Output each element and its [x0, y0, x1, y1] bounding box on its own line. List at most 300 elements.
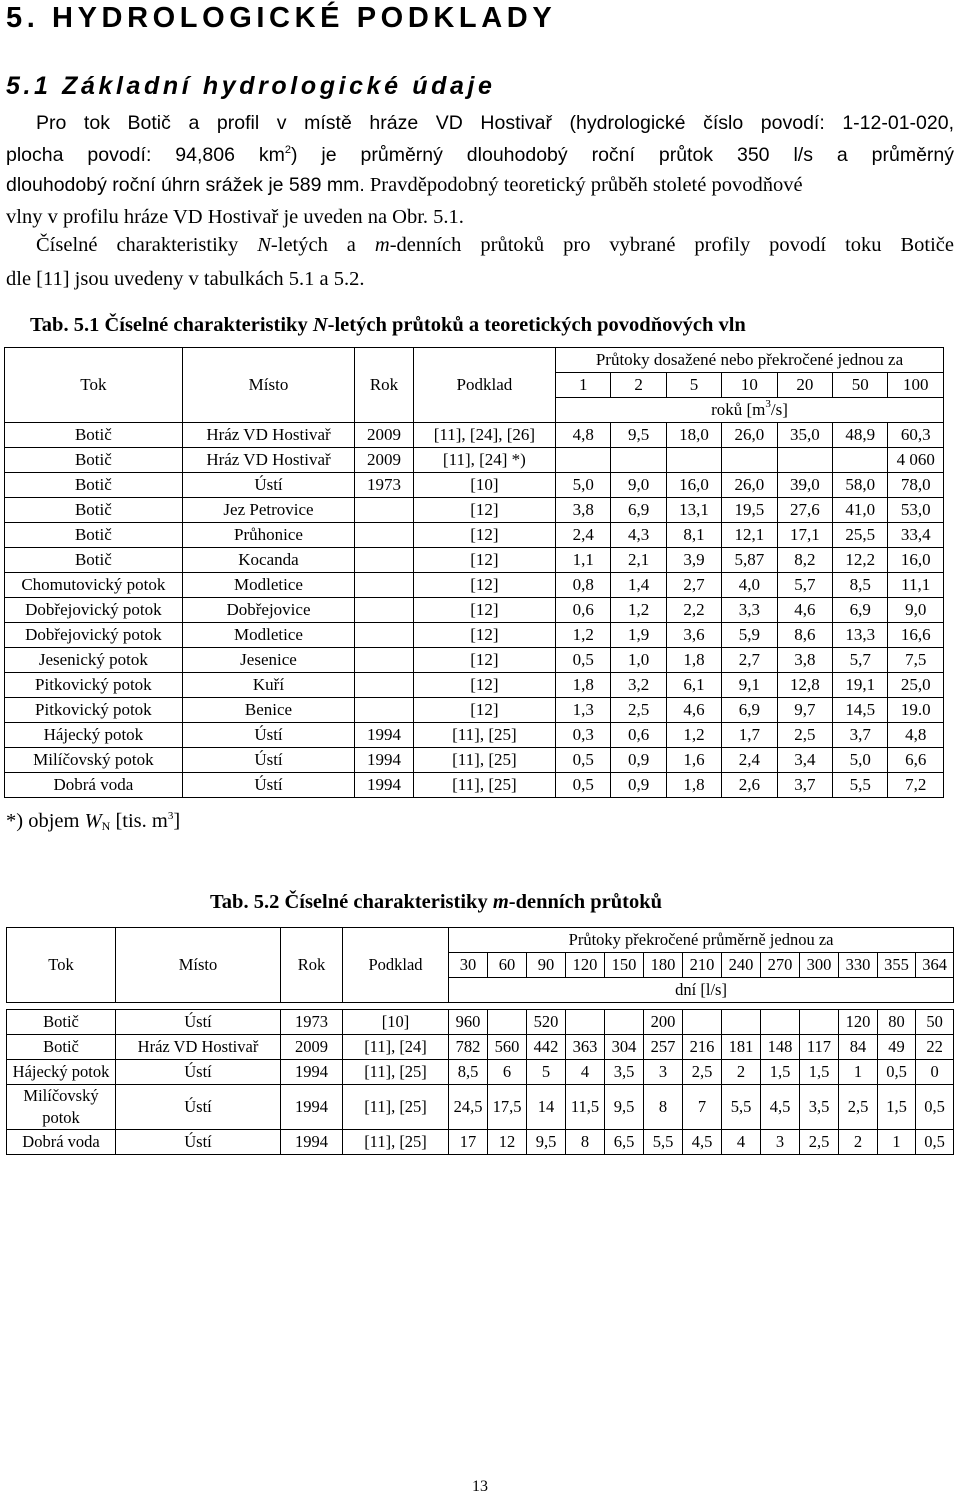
cell-value: 3,9	[666, 548, 721, 573]
text: m	[374, 234, 390, 256]
cell-value: 5,5	[722, 1085, 761, 1130]
cell-value: 2,7	[666, 573, 721, 598]
cell-value: 4	[566, 1060, 605, 1085]
cell-value	[722, 1010, 761, 1035]
table2-caption	[210, 891, 662, 914]
footnote-volume	[6, 810, 180, 833]
cell-misto: Modletice	[182, 573, 355, 598]
cell-value: 14	[527, 1085, 566, 1130]
table-gap-row	[7, 1003, 954, 1010]
table-header-row	[7, 928, 954, 953]
cell-value: 0,5	[555, 648, 610, 673]
text: Číselné charakteristiky	[36, 234, 258, 256]
cell-value: 2,5	[777, 723, 832, 748]
cell-value: 0,9	[611, 748, 666, 773]
text: Pravděpodobný teoretický průběh stoleté povodňové	[364, 174, 803, 196]
cell-value: 60,3	[888, 423, 944, 448]
cell-value: 6,9	[722, 698, 777, 723]
cell-value: 2,5	[611, 698, 666, 723]
cell-value: 6,1	[666, 673, 721, 698]
table1-caption	[30, 314, 746, 337]
text: N	[312, 314, 328, 336]
cell-value: 1,3	[555, 698, 610, 723]
cell-value: 16,6	[888, 623, 944, 648]
cell-value: 9,7	[777, 698, 832, 723]
cell-value: 8,2	[777, 548, 832, 573]
cell-value	[566, 1010, 605, 1035]
column-header: Rok	[281, 928, 343, 1003]
day-header: 330	[839, 953, 878, 978]
cell-value: 4,5	[683, 1130, 722, 1155]
cell-podklad: [11], [24]	[343, 1035, 449, 1060]
text: -denních průtoků	[508, 891, 663, 913]
cell-value: 560	[488, 1035, 527, 1060]
cell-rok: 2009	[355, 448, 414, 473]
cell-podklad: [12]	[413, 648, 555, 673]
cell-rok: 1994	[281, 1060, 343, 1085]
cell-tok: Dobřejovický potok	[5, 623, 183, 648]
cell-value: 3,8	[555, 498, 610, 523]
text: dlouhodobý roční úhrn srážek je 589 mm.	[6, 174, 365, 196]
day-header: 210	[683, 953, 722, 978]
cell-value: 33,4	[888, 523, 944, 548]
table-row	[7, 1010, 954, 1035]
cell-value: 2,2	[666, 598, 721, 623]
cell-value: 9,0	[611, 473, 666, 498]
cell-value: 0,5	[916, 1085, 954, 1130]
cell-value: 200	[644, 1010, 683, 1035]
table-row	[5, 423, 944, 448]
cell-value: 1	[839, 1060, 878, 1085]
cell-value: 9,1	[722, 673, 777, 698]
text: Tab. 5.1 Číselné charakteristiky	[30, 314, 313, 336]
table-row	[7, 1130, 954, 1155]
cell-value: 5,7	[777, 573, 832, 598]
cell-value: 2	[722, 1060, 761, 1085]
cell-value: 11,1	[888, 573, 944, 598]
cell-podklad: [12]	[413, 523, 555, 548]
group-header: Průtoky překročené průměrně jednou za	[449, 928, 954, 953]
cell-rok: 1973	[355, 473, 414, 498]
cell-value: 3,8	[777, 648, 832, 673]
cell-value: 304	[605, 1035, 644, 1060]
cell-podklad: [11], [25]	[413, 748, 555, 773]
table-row	[5, 598, 944, 623]
cell-value: 19,1	[833, 673, 888, 698]
cell-podklad: [10]	[343, 1010, 449, 1035]
cell-value: 3,7	[833, 723, 888, 748]
cell-value: 5,7	[833, 648, 888, 673]
cell-misto: Ústí	[182, 773, 355, 798]
period-header: 100	[888, 373, 944, 398]
cell-value	[761, 1010, 800, 1035]
cell-value: 0,5	[555, 748, 610, 773]
cell-value: 3,7	[777, 773, 832, 798]
cell-value: 8	[644, 1085, 683, 1130]
cell-value: 14,5	[833, 698, 888, 723]
cell-value: 1,8	[555, 673, 610, 698]
cell-value	[666, 448, 721, 473]
cell-tok: Milíčovský potok	[7, 1085, 116, 1130]
cell-value	[611, 448, 666, 473]
cell-podklad: [11], [24] *)	[413, 448, 555, 473]
cell-tok: Pitkovický potok	[5, 698, 183, 723]
cell-value: 3,5	[605, 1060, 644, 1085]
cell-rok	[355, 698, 414, 723]
cell-value: 4,6	[666, 698, 721, 723]
text: Tab. 5.2 Číselné charakteristiky	[210, 891, 493, 913]
cell-misto: Ústí	[182, 723, 355, 748]
cell-value: 3,3	[722, 598, 777, 623]
cell-value: 3	[644, 1060, 683, 1085]
chapter-heading: 5. HYDROLOGICKÉ PODKLADY	[6, 2, 557, 34]
cell-value: 1,2	[666, 723, 721, 748]
cell-value: 25,0	[888, 673, 944, 698]
cell-podklad: [12]	[413, 598, 555, 623]
cell-rok: 1994	[281, 1130, 343, 1155]
cell-value: 2	[839, 1130, 878, 1155]
cell-tok: Milíčovský potok	[5, 748, 183, 773]
cell-value: 19.0	[888, 698, 944, 723]
cell-tok: Botič	[7, 1035, 116, 1060]
cell-value: 2,1	[611, 548, 666, 573]
cell-value: 5	[527, 1060, 566, 1085]
cell-value	[777, 448, 832, 473]
cell-tok: Botič	[5, 423, 183, 448]
cell-podklad: [12]	[413, 548, 555, 573]
cell-value: 2,5	[839, 1085, 878, 1130]
table-row	[5, 773, 944, 798]
cell-tok: Pitkovický potok	[5, 673, 183, 698]
cell-rok	[355, 648, 414, 673]
table-row	[5, 548, 944, 573]
table-row	[5, 573, 944, 598]
cell-tok: Botič	[5, 473, 183, 498]
cell-value: 4	[722, 1130, 761, 1155]
cell-podklad: [12]	[413, 698, 555, 723]
cell-podklad: [12]	[413, 673, 555, 698]
cell-misto: Benice	[182, 698, 355, 723]
table-row	[7, 1035, 954, 1060]
cell-value	[833, 448, 888, 473]
cell-value: 16,0	[666, 473, 721, 498]
cell-value: 1,7	[722, 723, 777, 748]
para-line	[6, 144, 954, 167]
cell-rok: 1994	[281, 1085, 343, 1130]
cell-value: 53,0	[888, 498, 944, 523]
cell-value: 6,6	[888, 748, 944, 773]
cell-value: 960	[449, 1010, 488, 1035]
day-header: 270	[761, 953, 800, 978]
cell-misto: Ústí	[182, 748, 355, 773]
cell-value: 0,9	[611, 773, 666, 798]
table-header-row	[5, 348, 944, 373]
cell-value: 8,1	[666, 523, 721, 548]
cell-value: 27,6	[777, 498, 832, 523]
day-header: 30	[449, 953, 488, 978]
cell-value: 1,5	[878, 1085, 916, 1130]
cell-podklad: [11], [25]	[413, 723, 555, 748]
cell-value: 5,5	[644, 1130, 683, 1155]
column-header: Tok	[5, 348, 183, 423]
cell-value: 49	[878, 1035, 916, 1060]
para-line	[6, 174, 803, 197]
cell-tok: Botič	[5, 498, 183, 523]
cell-value: 3,4	[777, 748, 832, 773]
day-header: 150	[605, 953, 644, 978]
cell-tok: Botič	[5, 523, 183, 548]
text: ) je průměrný dlouhodobý roční průtok 350 l/s a průměrný	[290, 144, 954, 166]
cell-value: 12,1	[722, 523, 777, 548]
cell-rok	[355, 598, 414, 623]
cell-misto: Hráz VD Hostivař	[182, 448, 355, 473]
cell-misto: Průhonice	[182, 523, 355, 548]
cell-rok: 1994	[355, 773, 414, 798]
section-heading: 5.1 Základní hydrologické údaje	[6, 72, 496, 100]
page-number: 13	[472, 1478, 488, 1495]
table-row	[7, 1085, 954, 1130]
cell-misto: Ústí	[182, 473, 355, 498]
cell-value: 7	[683, 1085, 722, 1130]
cell-tok: Chomutovický potok	[5, 573, 183, 598]
cell-value: 6,9	[611, 498, 666, 523]
cell-value	[555, 448, 610, 473]
cell-value: 8,6	[777, 623, 832, 648]
cell-value: 8,5	[833, 573, 888, 598]
cell-value: 0,8	[555, 573, 610, 598]
cell-rok: 1994	[355, 723, 414, 748]
cell-rok: 2009	[281, 1035, 343, 1060]
cell-tok: Hájecký potok	[5, 723, 183, 748]
cell-value: 5,0	[555, 473, 610, 498]
cell-value: 2,4	[722, 748, 777, 773]
cell-tok: Botič	[5, 448, 183, 473]
cell-podklad: [12]	[413, 498, 555, 523]
cell-misto: Ústí	[116, 1060, 281, 1085]
text: -letých a	[270, 234, 375, 256]
cell-podklad: [11], [25]	[413, 773, 555, 798]
cell-value: 0,6	[555, 598, 610, 623]
cell-value: 1,8	[666, 648, 721, 673]
cell-podklad: [11], [25]	[343, 1130, 449, 1155]
cell-value: 1,8	[666, 773, 721, 798]
subscript: N	[101, 819, 111, 833]
cell-value	[722, 448, 777, 473]
table-row	[5, 523, 944, 548]
cell-tok: Dobrá voda	[7, 1130, 116, 1155]
cell-value: 17,5	[488, 1085, 527, 1130]
cell-value: 50	[916, 1010, 954, 1035]
cell-value: 7,5	[888, 648, 944, 673]
cell-value: 5,5	[833, 773, 888, 798]
para-line: vlny v profilu hráze VD Hostivař je uveden na Obr. 5.1.	[6, 206, 464, 228]
cell-value: 58,0	[833, 473, 888, 498]
column-header: Místo	[116, 928, 281, 1003]
text: N	[257, 234, 271, 256]
para-line	[6, 234, 954, 257]
cell-value: 363	[566, 1035, 605, 1060]
day-header: 120	[566, 953, 605, 978]
cell-value: 41,0	[833, 498, 888, 523]
cell-tok: Botič	[7, 1010, 116, 1035]
cell-rok	[355, 498, 414, 523]
cell-misto: Jez Petrovice	[182, 498, 355, 523]
cell-value: 16,0	[888, 548, 944, 573]
cell-value: 84	[839, 1035, 878, 1060]
cell-value: 1,6	[666, 748, 721, 773]
cell-value: 26,0	[722, 473, 777, 498]
text: W	[84, 810, 102, 832]
cell-podklad: [11], [25]	[343, 1085, 449, 1130]
cell-misto: Jesenice	[182, 648, 355, 673]
cell-value: 2,5	[683, 1060, 722, 1085]
cell-value: 3,6	[666, 623, 721, 648]
unit-header	[555, 398, 943, 423]
day-header: 300	[800, 953, 839, 978]
cell-value: 24,5	[449, 1085, 488, 1130]
cell-value: 8,5	[449, 1060, 488, 1085]
text: /s]	[770, 400, 788, 419]
cell-podklad: [11], [25]	[343, 1060, 449, 1085]
period-header: 1	[555, 373, 610, 398]
cell-value	[605, 1010, 644, 1035]
cell-rok	[355, 623, 414, 648]
cell-podklad: [10]	[413, 473, 555, 498]
cell-misto: Ústí	[116, 1085, 281, 1130]
unit-header: dní [l/s]	[449, 978, 954, 1003]
table-row	[7, 1060, 954, 1085]
cell-value: 0	[916, 1060, 954, 1085]
para-line: dle [11] jsou uvedeny v tabulkách 5.1 a 5.2.	[6, 268, 365, 290]
cell-rok: 2009	[355, 423, 414, 448]
cell-misto: Kuří	[182, 673, 355, 698]
table-row	[5, 623, 944, 648]
text: -denních průtoků pro vybrané profily povodí toku Botiče	[389, 234, 954, 256]
column-header: Místo	[182, 348, 355, 423]
cell-value: 39,0	[777, 473, 832, 498]
cell-value: 216	[683, 1035, 722, 1060]
cell-misto: Modletice	[182, 623, 355, 648]
cell-value: 6	[488, 1060, 527, 1085]
cell-podklad: [12]	[413, 623, 555, 648]
period-header: 2	[611, 373, 666, 398]
day-header: 364	[916, 953, 954, 978]
cell-value: 6,9	[833, 598, 888, 623]
cell-value: 26,0	[722, 423, 777, 448]
cell-value: 3	[761, 1130, 800, 1155]
group-header: Průtoky dosažené nebo překročené jednou za	[555, 348, 943, 373]
text: ]	[173, 810, 181, 832]
table-n-year-flows	[4, 347, 944, 798]
day-header: 180	[644, 953, 683, 978]
cell-value: 4,6	[777, 598, 832, 623]
text: roků [m	[711, 400, 766, 419]
cell-value: 17	[449, 1130, 488, 1155]
cell-value: 117	[800, 1035, 839, 1060]
cell-value: 181	[722, 1035, 761, 1060]
text: plocha povodí: 94,806 km	[6, 144, 285, 166]
text: *) objem	[6, 810, 85, 832]
cell-value: 9,0	[888, 598, 944, 623]
cell-value: 1,1	[555, 548, 610, 573]
cell-value: 7,2	[888, 773, 944, 798]
cell-value: 1,2	[555, 623, 610, 648]
cell-tok: Jesenický potok	[5, 648, 183, 673]
column-header: Rok	[355, 348, 414, 423]
cell-value: 4,3	[611, 523, 666, 548]
column-header: Podklad	[343, 928, 449, 1003]
cell-rok: 1994	[355, 748, 414, 773]
cell-value	[488, 1010, 527, 1035]
cell-value: 0,3	[555, 723, 610, 748]
cell-value: 4,8	[555, 423, 610, 448]
cell-value: 8	[566, 1130, 605, 1155]
cell-misto: Ústí	[116, 1130, 281, 1155]
cell-rok	[355, 523, 414, 548]
cell-value: 13,1	[666, 498, 721, 523]
cell-misto: Dobřejovice	[182, 598, 355, 623]
cell-podklad: [11], [24], [26]	[413, 423, 555, 448]
cell-value: 2,5	[800, 1130, 839, 1155]
cell-rok: 1973	[281, 1010, 343, 1035]
cell-tok: Dobrá voda	[5, 773, 183, 798]
table-row	[5, 473, 944, 498]
cell-value: 11,5	[566, 1085, 605, 1130]
cell-value: 5,87	[722, 548, 777, 573]
cell-value: 0,5	[878, 1060, 916, 1085]
cell-value: 48,9	[833, 423, 888, 448]
cell-value: 2,4	[555, 523, 610, 548]
period-header: 10	[722, 373, 777, 398]
period-header: 20	[777, 373, 832, 398]
cell-value: 13,3	[833, 623, 888, 648]
cell-value: 2,7	[722, 648, 777, 673]
cell-value: 12	[488, 1130, 527, 1155]
cell-misto: Hráz VD Hostivař	[116, 1035, 281, 1060]
cell-value: 5,9	[722, 623, 777, 648]
cell-value: 1,4	[611, 573, 666, 598]
table-row	[5, 698, 944, 723]
text: -letých průtoků a teoretických povodňových vln	[327, 314, 746, 336]
table-row	[5, 748, 944, 773]
cell-value	[683, 1010, 722, 1035]
text: [tis. m	[110, 810, 168, 832]
cell-value: 12,8	[777, 673, 832, 698]
cell-value: 4,8	[888, 723, 944, 748]
cell-value: 6,5	[605, 1130, 644, 1155]
table-row	[5, 723, 944, 748]
cell-value: 1,2	[611, 598, 666, 623]
cell-value: 1,5	[761, 1060, 800, 1085]
cell-value: 3,5	[800, 1085, 839, 1130]
cell-rok	[355, 673, 414, 698]
cell-value: 17,1	[777, 523, 832, 548]
cell-value: 5,0	[833, 748, 888, 773]
cell-value: 3,2	[611, 673, 666, 698]
cell-tok: Botič	[5, 548, 183, 573]
cell-value: 442	[527, 1035, 566, 1060]
cell-tok: Hájecký potok	[7, 1060, 116, 1085]
cell-misto: Hráz VD Hostivař	[182, 423, 355, 448]
cell-value: 19,5	[722, 498, 777, 523]
cell-value: 4 060	[888, 448, 944, 473]
table-row	[5, 498, 944, 523]
cell-value: 1	[878, 1130, 916, 1155]
cell-value: 4,0	[722, 573, 777, 598]
cell-rok	[355, 548, 414, 573]
cell-value: 0,5	[916, 1130, 954, 1155]
cell-value: 9,5	[611, 423, 666, 448]
